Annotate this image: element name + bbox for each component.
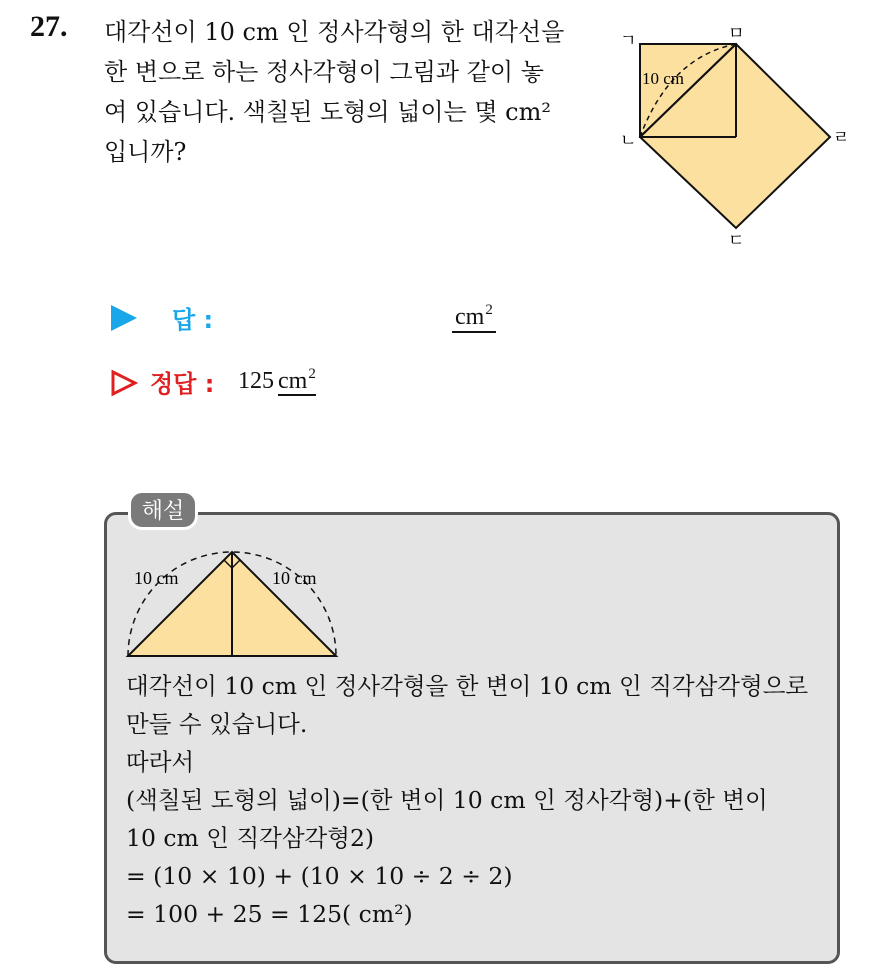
- solution-line: 대각선이 10 cm 인 정사각형을 한 변이 10 cm 인 직각삼각형으로: [126, 672, 809, 700]
- label-n: ㄴ: [620, 131, 637, 151]
- question-line: 입니까?: [104, 138, 187, 166]
- solution-line: = (10 × 10) + (10 × 10 ÷ 2 ÷ 2): [126, 862, 513, 890]
- solution-line: (색칠된 도형의 넓이)=(한 변이 10 cm 인 정사각형)+(한 변이: [126, 786, 768, 814]
- left-side-label: 10 cm: [134, 568, 179, 588]
- solution-triangle-diagram: [120, 540, 350, 662]
- question-line: 한 변으로 하는 정사각형이 그림과 같이 놓: [104, 58, 544, 86]
- correct-unit: cm: [278, 368, 308, 394]
- correct-unit-wrap: [278, 368, 316, 396]
- solution-text: [126, 667, 836, 933]
- correct-answer-row: [108, 364, 528, 404]
- answer-label: 답 :: [172, 306, 214, 334]
- question-line: 대각선이 10 cm 인 정사각형의 한 대각선을: [104, 18, 565, 46]
- right-side-label: 10 cm: [272, 568, 317, 588]
- answer-unit-exponent: 2: [485, 302, 493, 318]
- square-diagram: [610, 22, 860, 252]
- solution-line: 만들 수 있습니다.: [126, 710, 308, 738]
- solution-line: 따라서: [126, 748, 195, 776]
- answer-blank[interactable]: [452, 302, 496, 333]
- correct-number: 125: [238, 368, 274, 394]
- correct-unit-exponent: 2: [308, 366, 316, 382]
- question-number: 27.: [30, 10, 68, 43]
- correct-label: 정답 :: [150, 370, 215, 398]
- question-line: 여 있습니다. 색칠된 도형의 넓이는 몇 cm²: [104, 98, 551, 126]
- play-icon: [111, 305, 137, 331]
- diagonal-length-label: 10 cm: [642, 69, 685, 88]
- play-outline-icon: [110, 369, 138, 397]
- label-m: ㅁ: [728, 24, 745, 44]
- solution-tag: 해설: [128, 490, 198, 530]
- label-r: ㄹ: [833, 128, 850, 148]
- answer-unit: cm: [455, 304, 485, 330]
- label-g: ㄱ: [620, 31, 637, 51]
- label-d: ㄷ: [728, 231, 745, 251]
- answer-row: [108, 300, 528, 340]
- question-text: [104, 12, 594, 172]
- solution-line: 10 cm 인 직각삼각형2): [126, 824, 375, 852]
- solution-line: = 100 + 25 = 125( cm²): [126, 900, 413, 928]
- correct-value: [238, 366, 316, 395]
